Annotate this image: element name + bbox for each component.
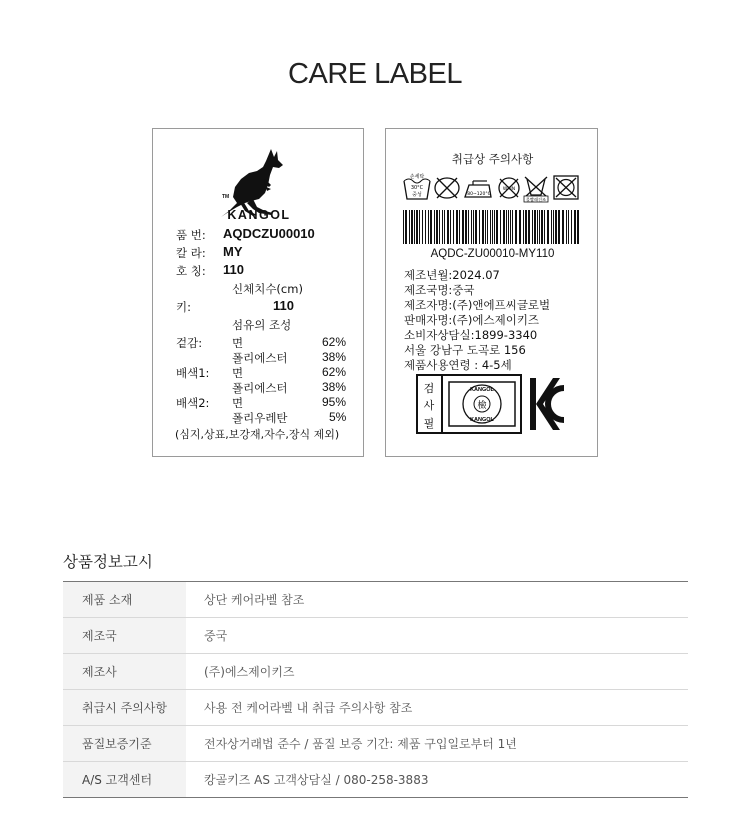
no-tumble-dry-icon xyxy=(499,178,519,198)
table-row xyxy=(63,690,688,726)
outer-fiber-2: 폴리에스터 xyxy=(232,351,288,365)
fiber-title: 섬유의 조성 xyxy=(232,318,292,332)
row-label-country: 제조국 xyxy=(63,618,186,654)
product-no-value: AQDCZU00010 xyxy=(223,226,315,241)
svg-text:檢: 檢 xyxy=(477,401,487,411)
size-label: 호 칭: xyxy=(176,264,206,278)
table-row xyxy=(63,654,688,690)
svg-text:검: 검 xyxy=(423,382,435,395)
table-row xyxy=(63,618,688,654)
hand-wash-icon xyxy=(404,173,430,199)
row-value-as-center: 캉골키즈 AS 고객상담실 / 080-258-3883 xyxy=(204,773,429,787)
outer-fiber-1: 면 xyxy=(232,336,244,350)
color-value: MY xyxy=(223,244,243,259)
svg-text:KANGOL: KANGOL xyxy=(470,387,494,393)
table-row xyxy=(63,582,688,618)
row-label-manufacturer: 제조사 xyxy=(63,654,186,690)
no-machine-dry-icon xyxy=(554,176,578,199)
outer-pct-2: 38% xyxy=(322,350,347,364)
color-label: 칼 라: xyxy=(176,246,206,260)
age-range: 제품사용연령 : 4-5세 xyxy=(404,358,512,372)
svg-text:물빨래건조: 물빨래건조 xyxy=(525,197,547,202)
trim1-fiber-1: 면 xyxy=(232,366,244,380)
svg-text:중성: 중성 xyxy=(412,192,422,198)
inspection-marks xyxy=(416,374,566,436)
row-label-as-center: A/S 고객센터 xyxy=(63,762,186,798)
no-dry-clean-icon xyxy=(524,177,548,203)
exclusion-note: (심지,상표,보강재,자수,장식 제외) xyxy=(175,428,340,441)
svg-text:80~120°C: 80~120°C xyxy=(467,192,491,197)
trim2-pct-1: 95% xyxy=(322,395,347,409)
trim1-fiber-2: 폴리에스터 xyxy=(232,381,288,395)
trim2-fiber-1: 면 xyxy=(232,396,244,410)
body-size-title: 신체치수(cm) xyxy=(232,282,303,296)
svg-text:WRIN: WRIN xyxy=(502,187,516,192)
height-label: 키: xyxy=(176,300,191,314)
svg-text:손세탁: 손세탁 xyxy=(409,174,425,180)
svg-text:KANGOL: KANGOL xyxy=(470,417,494,423)
composition-label xyxy=(152,128,364,457)
row-value-warranty: 전자상거래법 준수 / 품질 보증 기간: 제품 구입일로부터 1년 xyxy=(186,726,688,762)
manufacture-date: 제조년월:2024.07 xyxy=(404,268,500,282)
row-value-country: 중국 xyxy=(186,618,688,654)
trim1-pct-1: 62% xyxy=(322,365,347,379)
seller: 판매자명:(주)에스제이키즈 xyxy=(404,313,540,327)
manufacturer: 제조자명:(주)앤에프씨글로벌 xyxy=(404,298,551,312)
inspection-stamp-icon xyxy=(417,375,521,433)
outer-pct-1: 62% xyxy=(322,335,347,349)
kc-mark-icon xyxy=(530,378,564,430)
care-symbols xyxy=(403,173,583,203)
trademark-mark: TM xyxy=(222,194,230,200)
svg-text:필: 필 xyxy=(423,417,435,430)
care-title: 취급상 주의사항 xyxy=(451,152,534,166)
product-info-table xyxy=(63,581,688,798)
svg-text:사: 사 xyxy=(423,399,435,412)
barcode-number: AQDC-ZU00010-MY110 xyxy=(430,248,555,260)
height-value: 110 xyxy=(273,298,294,313)
row-value-manufacturer: (주)에스제이키즈 xyxy=(186,654,688,690)
trim2-pct-2: 5% xyxy=(329,410,347,424)
page-title: CARE LABEL xyxy=(288,58,462,90)
table-row xyxy=(63,726,688,762)
customer-service: 소비자상담실:1899-3340 xyxy=(404,328,538,342)
row-label-care: 취급시 주의사항 xyxy=(63,690,186,726)
outer-label: 겉감: xyxy=(176,336,203,350)
row-label-material: 제품 소재 xyxy=(63,582,186,618)
address: 서울 강남구 도곡로 156 xyxy=(404,343,526,357)
trim2-label: 배색2: xyxy=(176,396,210,410)
trim2-fiber-2: 폴리우레탄 xyxy=(232,411,288,425)
care-label xyxy=(385,128,598,457)
trim1-pct-2: 38% xyxy=(322,380,347,394)
brand-name: KANGOL xyxy=(227,208,291,222)
product-no-label: 품 번: xyxy=(176,228,206,242)
country-of-origin: 제조국명:중국 xyxy=(404,283,475,297)
section-title: 상품정보고시 xyxy=(63,553,153,571)
no-bleach-icon xyxy=(435,178,459,198)
size-value: 110 xyxy=(223,262,244,277)
row-label-warranty: 품질보증기준 xyxy=(63,726,186,762)
trim1-label: 배색1: xyxy=(176,366,210,380)
barcode-icon xyxy=(403,210,579,244)
row-value-material: 상단 케어라벨 참조 xyxy=(186,582,688,618)
iron-icon xyxy=(465,181,491,197)
table-row xyxy=(63,762,688,798)
row-value-care: 사용 전 케어라벨 내 취급 주의사항 참조 xyxy=(186,690,688,726)
svg-text:30°C: 30°C xyxy=(410,185,424,191)
